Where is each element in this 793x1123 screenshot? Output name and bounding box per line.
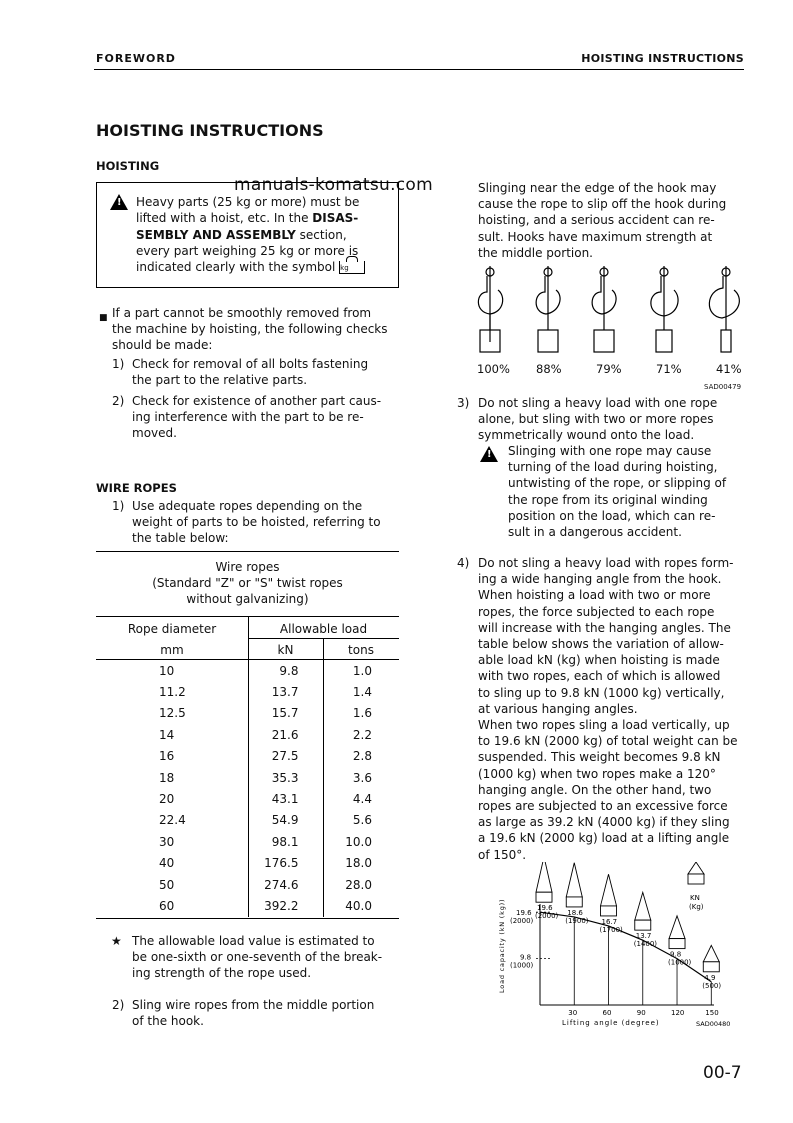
hook-pct-88: 88% <box>536 362 562 376</box>
rope-diameter-cell: 30 <box>159 834 175 849</box>
point-label-kn: 18.6 <box>567 908 583 917</box>
tons-cell: 2.8 <box>323 746 399 767</box>
item4-line: When hoisting a load with two or more <box>478 588 711 603</box>
item4-line: as large as 39.2 kN (4000 kg) if they sling <box>478 815 730 830</box>
figure1-code: SAD00479 <box>704 383 742 391</box>
legend-kg: (Kg) <box>689 903 704 911</box>
legend-marker <box>688 862 704 874</box>
point-marker-base <box>601 906 617 916</box>
load-chart <box>492 862 746 1032</box>
x-axis-label: Lifting angle (degree) <box>562 1019 660 1027</box>
point-marker-base <box>635 920 651 930</box>
unit-mm: mm <box>160 643 184 657</box>
note-text: The allowable load value is estimated to be one-sixth or one-seventh of the break- ing strength of the rope used. <box>132 934 383 981</box>
item4-line: ropes are subjected to an excessive force <box>478 799 728 814</box>
check1-text: Check for removal of all bolts fastening the part to the relative parts. <box>132 357 369 388</box>
kn-cell: 392.2 <box>248 895 323 916</box>
item4-line: will increase with the hanging angles. The <box>478 620 731 635</box>
unit-tons: tons <box>348 643 374 657</box>
tons-cell: 1.4 <box>323 681 399 702</box>
kn-cell: 13.7 <box>248 681 323 702</box>
y-tick-label: (1000) <box>510 961 534 970</box>
table-title: Wire ropes (Standard "Z" or "S" twist ropes without galvanizing) <box>152 560 343 607</box>
point-marker <box>601 874 617 906</box>
item4-line: to 19.6 kN (2000 kg) of total weight can be <box>478 734 738 749</box>
hook-79 <box>592 266 616 352</box>
unit-kn: kN <box>277 643 294 657</box>
bullet-icon: ■ <box>99 313 108 323</box>
table-row <box>96 767 399 788</box>
header-rule <box>94 69 744 70</box>
page-title: HOISTING INSTRUCTIONS <box>96 121 324 140</box>
check2-number: 2) <box>112 394 125 408</box>
table-row <box>96 788 399 809</box>
table-row <box>96 810 399 831</box>
item4-text <box>478 555 744 863</box>
point-label-kg: (1400) <box>633 940 658 949</box>
check2-text: Check for existence of another part caus- ing interference with the part to be re- moved. <box>132 394 382 441</box>
hook-pct-41: 41% <box>716 362 742 376</box>
item4-line: table below shows the variation of allow- <box>478 637 724 652</box>
item4-line: at various hanging angles. <box>478 701 638 716</box>
item3-text: Do not sling a heavy load with one rope alone, but sling with two or more ropes symmetrically wound onto the load. <box>478 396 718 443</box>
rope-diameter-cell: 10 <box>159 663 175 678</box>
table-bottom-rule <box>96 918 399 919</box>
kn-cell: 274.6 <box>248 874 323 895</box>
kn-cell: 9.8 <box>248 660 323 681</box>
point-label-kn: 13.7 <box>635 932 652 941</box>
point-label-kg: (1900) <box>565 916 589 925</box>
item4-line: ing a wide hanging angle from the hook. <box>478 572 722 587</box>
y-tick-label: 19.6 <box>516 909 532 918</box>
item2-number: 2) <box>112 998 125 1012</box>
item3-number: 3) <box>457 396 470 410</box>
rope-diameter-cell: 16 <box>159 749 175 764</box>
warning-text: Heavy parts (25 kg or more) must be lifted with a hoist, etc. In the DISAS- SEMBLY AND ASSEMBLY section, every part weighing 25 kg or more is indicated clearly with the symbol kg <box>136 194 386 275</box>
point-label-kg: (2000) <box>535 912 559 921</box>
x-tick-label: 120 <box>671 1009 685 1017</box>
tons-cell: 4.4 <box>323 788 399 809</box>
tons-cell: 2.2 <box>323 724 399 745</box>
hoisting-heading: HOISTING <box>96 159 160 173</box>
point-label-kn: 16.7 <box>601 917 618 926</box>
point-marker <box>536 862 552 892</box>
point-marker-base <box>566 897 582 907</box>
table-row <box>96 874 399 895</box>
tons-cell: 1.0 <box>323 660 399 681</box>
tons-cell: 5.6 <box>323 810 399 831</box>
col-diameter: Rope diameter <box>127 622 217 636</box>
page-number: 00-7 <box>703 1063 742 1083</box>
x-tick-label: 150 <box>705 1009 719 1017</box>
hook-figure <box>458 262 748 362</box>
point-marker-base <box>669 939 685 949</box>
item4-line: (1000 kg) when two ropes make a 120° <box>478 766 716 781</box>
tons-cell: 40.0 <box>323 895 399 916</box>
table-row <box>96 724 399 745</box>
kn-cell: 35.3 <box>248 767 323 788</box>
table-row <box>96 681 399 702</box>
rope-table <box>96 660 399 917</box>
tons-cell: 28.0 <box>323 874 399 895</box>
kg-symbol-icon: kg <box>339 261 365 274</box>
hook-88 <box>536 266 560 352</box>
bullet-text: If a part cannot be smoothly removed from the machine by hoisting, the following checks should be made: <box>112 306 388 353</box>
point-marker <box>635 892 651 920</box>
table-top-rule <box>96 551 399 552</box>
point-label-kg: (1000) <box>668 958 692 967</box>
item4-line: of 150°. <box>478 847 527 862</box>
rope-diameter-cell: 14 <box>159 727 175 742</box>
table-row <box>96 703 399 724</box>
check1-number: 1) <box>112 357 125 371</box>
item3-warning: Slinging with one rope may cause turning of the load during hoisting, untwisting of the rope, or slipping of the rope from its original winding position on the load, which can re- sult in a dangerous accident. <box>508 444 727 540</box>
hook-100 <box>478 266 502 352</box>
tons-cell: 10.0 <box>323 831 399 852</box>
item4-line: to sling up to 9.8 kN (1000 kg) vertically, <box>478 685 725 700</box>
figure2-code: SAD00480 <box>696 1020 731 1028</box>
item1-number: 1) <box>112 499 125 513</box>
point-label-kn: 9.8 <box>670 950 682 959</box>
rope-diameter-cell: 50 <box>159 877 175 892</box>
hook-41 <box>709 266 739 352</box>
table-row <box>96 853 399 874</box>
tons-cell: 3.6 <box>323 767 399 788</box>
legend-marker-base <box>688 874 704 884</box>
item4-line: When two ropes sling a load vertically, up <box>478 718 730 733</box>
y-tick-label: (2000) <box>510 917 534 926</box>
kn-cell: 43.1 <box>248 788 323 809</box>
rope-diameter-cell: 60 <box>159 898 175 913</box>
rope-diameter-cell: 12.5 <box>159 706 186 721</box>
item4-number: 4) <box>457 556 470 570</box>
item4-line: ropes, the force subjected to each rope <box>478 604 715 619</box>
x-tick-label: 90 <box>636 1009 646 1017</box>
kn-cell: 54.9 <box>248 810 323 831</box>
rope-diameter-cell: 22.4 <box>159 813 186 828</box>
table-row <box>96 895 399 916</box>
hook-pct-100: 100% <box>477 362 510 376</box>
warning-box <box>96 182 399 288</box>
tons-cell: 1.6 <box>323 703 399 724</box>
y-axis-label: Load capacity (kN (kg)) <box>498 898 506 993</box>
kn-cell: 98.1 <box>248 831 323 852</box>
kn-cell: 21.6 <box>248 724 323 745</box>
rope-diameter-cell: 18 <box>159 770 175 785</box>
point-label-kg: (1700) <box>599 925 623 934</box>
y-tick-label: 9.8 <box>520 953 532 962</box>
kn-cell: 27.5 <box>248 746 323 767</box>
watermark: manuals-komatsu.com <box>234 175 433 195</box>
point-marker <box>669 916 685 939</box>
hook-pct-71: 71% <box>656 362 682 376</box>
kn-cell: 176.5 <box>248 853 323 874</box>
item4-line: hanging angle. On the other hand, two <box>478 782 712 797</box>
rope-diameter-cell: 11.2 <box>159 685 186 700</box>
warning-icon: ! <box>110 194 128 210</box>
item4-line: with two ropes, each of which is allowed <box>478 669 721 684</box>
star-icon: ★ <box>111 934 122 948</box>
item1-text: Use adequate ropes depending on the weight of parts to be hoisted, referring to the table below: <box>132 499 381 546</box>
item2-text: Sling wire ropes from the middle portion of the hook. <box>132 998 375 1029</box>
header-right: HOISTING INSTRUCTIONS <box>581 52 744 65</box>
point-label-kn: 19.6 <box>537 904 553 913</box>
warning-icon: ! <box>480 446 498 462</box>
x-tick-label: 30 <box>568 1009 578 1017</box>
tons-cell: 18.0 <box>323 853 399 874</box>
table-row <box>96 831 399 852</box>
rope-diameter-cell: 20 <box>159 792 175 807</box>
wire-ropes-heading: WIRE ROPES <box>96 481 177 495</box>
hook-warning-text: Slinging near the edge of the hook may cause the rope to slip off the hook during hoisting, and a serious accident can re- sult. Hooks have maximum strength at the middle portion. <box>478 181 727 260</box>
point-marker <box>703 945 719 961</box>
item4-line: Do not sling a heavy load with ropes form- <box>478 556 734 570</box>
point-marker <box>566 863 582 897</box>
item4-line: able load kN (kg) when hoisting is made <box>478 653 720 668</box>
point-label-kn: 4.9 <box>704 973 716 982</box>
table-row <box>96 660 399 681</box>
point-label-kg: (500) <box>702 981 722 990</box>
hook-71 <box>651 266 678 352</box>
point-marker-base <box>536 892 552 902</box>
table-row <box>96 746 399 767</box>
hook-pct-79: 79% <box>596 362 622 376</box>
item4-line: suspended. This weight becomes 9.8 kN <box>478 750 721 765</box>
col-load: Allowable load <box>279 622 368 636</box>
header-left: FOREWORD <box>96 52 176 65</box>
x-tick-label: 60 <box>602 1009 612 1017</box>
rope-diameter-cell: 40 <box>159 856 175 871</box>
legend-kn: KN <box>690 894 700 902</box>
point-marker-base <box>703 962 719 972</box>
item4-line: a 19.6 kN (2000 kg) load at a lifting angle <box>478 831 730 846</box>
kn-cell: 15.7 <box>248 703 323 724</box>
